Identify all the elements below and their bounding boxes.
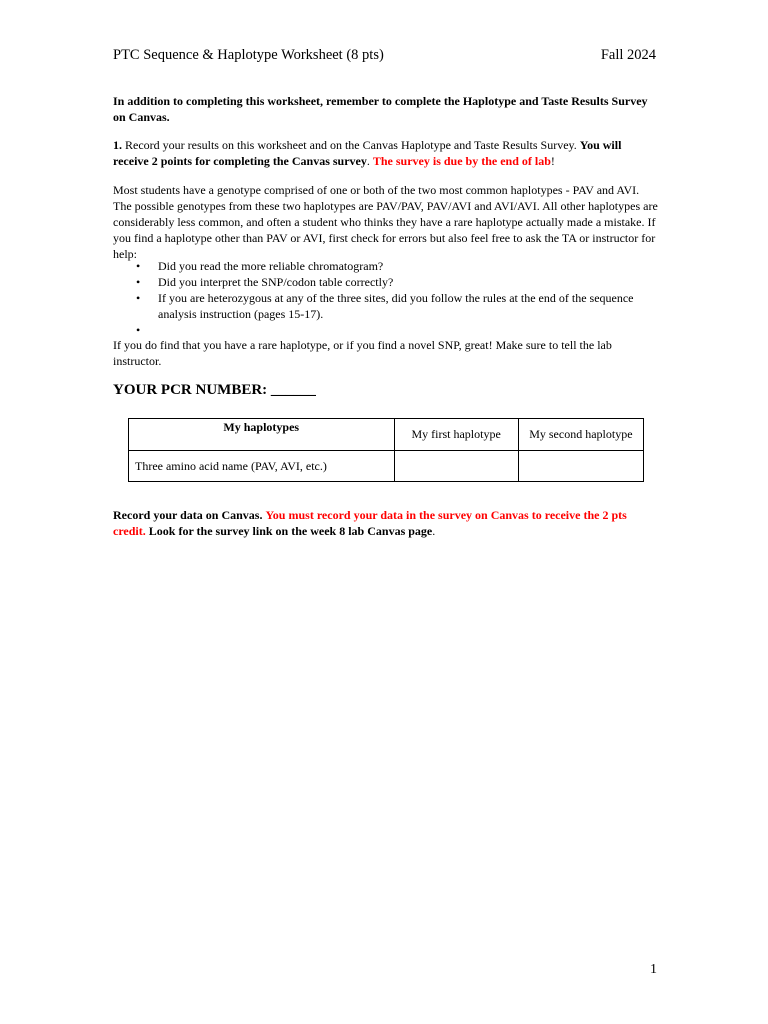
survey-link-note: Look for the survey link on the week 8 lab Canvas page xyxy=(148,524,433,538)
pcr-number-label: YOUR PCR NUMBER: ______ xyxy=(113,382,316,398)
question-number: 1. xyxy=(113,138,122,152)
column-header: My first haplotype xyxy=(394,419,518,451)
record-instructions xyxy=(113,507,658,539)
list-item-text: Did you interpret the SNP/codon table correctly? xyxy=(158,275,394,289)
intro-reminder: In addition to completing this worksheet, remember to complete the Haplotype and Taste Results Survey on Canvas. xyxy=(113,94,648,124)
question-1 xyxy=(113,137,658,169)
list-item-text: Did you read the more reliable chromatogram? xyxy=(158,259,384,273)
question-1-text: Record your results on this worksheet and on the Canvas Haplotype and Taste Results Survey. xyxy=(125,138,577,152)
table-row xyxy=(129,451,644,482)
bullet-glyph: • xyxy=(136,275,141,289)
page-number: 1 xyxy=(650,962,657,977)
checklist xyxy=(113,258,658,338)
list-item xyxy=(113,274,658,290)
list-item xyxy=(113,322,658,338)
page-header xyxy=(113,47,656,67)
record-warning: You must record your data in the survey on Canvas to receive the 2 pts credit. xyxy=(113,508,627,538)
bullet-glyph: • xyxy=(136,291,141,305)
question-1-period: . xyxy=(366,154,370,168)
column-header: My haplotypes xyxy=(129,419,395,451)
survey-deadline: The survey is due by the end of lab xyxy=(372,154,551,168)
term-label: Fall 2024 xyxy=(600,47,656,63)
question-1-points: You will receive 2 points for completing the Canvas survey xyxy=(113,138,622,168)
first-haplotype-cell[interactable] xyxy=(394,451,518,482)
table-header-row xyxy=(129,419,644,451)
list-item xyxy=(113,290,658,322)
rare-haplotype-paragraph: If you do find that you have a rare haplotype, or if you find a novel SNP, great! Make sure to tell the lab instructor. xyxy=(113,338,612,368)
bullet-glyph: • xyxy=(136,323,141,337)
worksheet-title: PTC Sequence & Haplotype Worksheet (8 pts) xyxy=(113,47,384,63)
second-haplotype-cell[interactable] xyxy=(518,451,643,482)
list-item xyxy=(113,258,658,274)
column-header: My second haplotype xyxy=(518,419,643,451)
genotype-paragraph: Most students have a genotype comprised of one or both of the two most common haplotypes - PAV and AVI. The possible genotypes from these two haplotypes are PAV/PAV, PAV/AVI and AVI/AVI. All other haplotypes are considerably less common, and often a student who thinks they have a rare haplotype actually made a mistake. If you find a haplotype other than PAV or AVI, first check for errors but also feel free to ask the TA or instructor for help: xyxy=(113,183,658,261)
row-label: Three amino acid name (PAV, AVI, etc.) xyxy=(129,451,395,482)
question-1-end: ! xyxy=(550,154,555,168)
bullet-glyph: • xyxy=(136,259,141,273)
record-period: . xyxy=(432,524,436,538)
record-heading: Record your data on Canvas. xyxy=(113,508,263,522)
list-item-text: If you are heterozygous at any of the three sites, did you follow the rules at the end of the sequence analysis instruction (pages 15-17). xyxy=(158,291,634,321)
haplotype-table xyxy=(128,418,644,482)
